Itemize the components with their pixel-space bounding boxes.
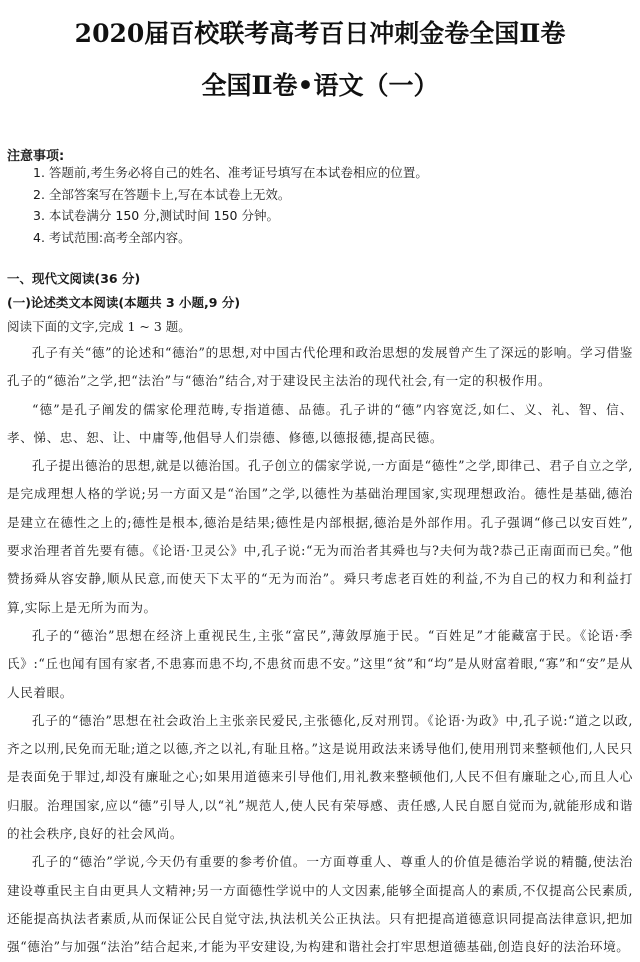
reading-passage: [7, 339, 633, 962]
note-item: 1. 答题前,考生务必将自己的姓名、准考证号填写在本试卷相应的位置。: [33, 165, 428, 180]
note-item: 3. 本试卷满分 150 分,测试时间 150 分钟。: [33, 208, 279, 223]
section-subheading: (一)论述类文本阅读(本题共 3 小题,9 分): [7, 295, 241, 310]
note-item: 2. 全部答案写在答题卡上,写在本试卷上无效。: [33, 186, 291, 202]
exam-subtitle: 全国Ⅱ卷•语文（一）: [201, 71, 439, 100]
passage-paragraph: 孔子有关“德”的论述和“德治”的思想,对中国古代伦理和政治思想的发展曾产生了深远的影响。学习借鉴孔子的“德治”之学,把“法治”与“德治”结合,对于建设民主法治的现代社会,有一定的积极作用。: [7, 345, 633, 389]
exam-title: 2020届百校联考高考百日冲刺金卷全国Ⅱ卷: [74, 19, 566, 48]
passage-paragraph: 孔子提出德治的思想,就是以德治国。孔子创立的儒家学说,一方面是“德性”之学,即律己、君子自立之学,是完成理想人格的学说;另一方面又是“治国”之学,以德性为基础治理国家,实现理想政治。德性是基础,德治是建立在德性之上的;德性是根本,德治是结果;德性是内部根据,德治是外部作用。孔子强调“修己以安百姓”,要求治理者首先要有德。《论语·卫灵公》中,孔子说:“无为而治者其舜也与?夫何为哉?恭己正南面而已矣。”他赞扬舜从容安静,顺从民意,而使天下太平的“无为而治”。舜只考虑老百姓的利益,不为自己的权力和利益打算,实际上是无所为而为。: [7, 458, 633, 615]
notes-heading: 注意事项:: [7, 149, 65, 164]
passage-paragraph: 孔子的“德治”思想在经济上重视民生,主张“富民”,薄敛厚施于民。“百姓足”才能藏富于民。《论语·季氏》:“丘也闻有国有家者,不患寡而患不均,不患贫而患不安。”这里“贫”和“均”是从财富着眼,“寡”和“安”是从人民着眼。: [7, 627, 633, 700]
notes-list: [33, 162, 428, 248]
passage-paragraph: “德”是孔子阐发的儒家伦理范畴,专指道德、品德。孔子讲的“德”内容宽泛,如仁、义、礼、智、信、孝、悌、忠、恕、让、中庸等,他倡导人们崇德、修德,以德报德,提高民德。: [7, 401, 633, 445]
reading-instruction: 阅读下面的文字,完成 1 ~ 3 题。: [7, 319, 191, 334]
passage-paragraph: 孔子的“德治”思想在社会政治上主张亲民爱民,主张德化,反对刑罚。《论语·为政》中,孔子说:“道之以政,齐之以刑,民免而无耻;道之以德,齐之以礼,有耻且格。”这是说用政法来诱导他们,使用刑罚来整顿他们,人民只是表面免于罪过,却没有廉耻之心;如果用道德来引导他们,用礼教来整顿他们,人民不但有廉耻之心,而且人心归服。治理国家,应以“德”引导人,以“礼”规范人,使人民有荣辱感、责任感,人民自愿自觉而为,就能形成和谐的社会秩序,良好的社会风尚。: [7, 712, 633, 842]
passage-paragraph: 孔子的“德治”学说,今天仍有重要的参考价值。一方面尊重人、尊重人的价值是德治学说的精髓,使法治建设尊重民主自由更具人文精神;另一方面德性学说中的人文因素,能够全面提高人的素质,不仅提高公民素质,还能提高执法者素质,从而保证公民自觉守法,执法机关公正执法。只有把提高道德意识同提高法律意识,把加强“德治”与加强“法治”结合起来,才能为平安建设,为构建和谐社会打牢思想道德基础,创造良好的法治环境。: [7, 854, 633, 955]
section-heading: 一、现代文阅读(36 分): [7, 271, 141, 286]
note-item: 4. 考试范围:高考全部内容。: [33, 229, 191, 245]
